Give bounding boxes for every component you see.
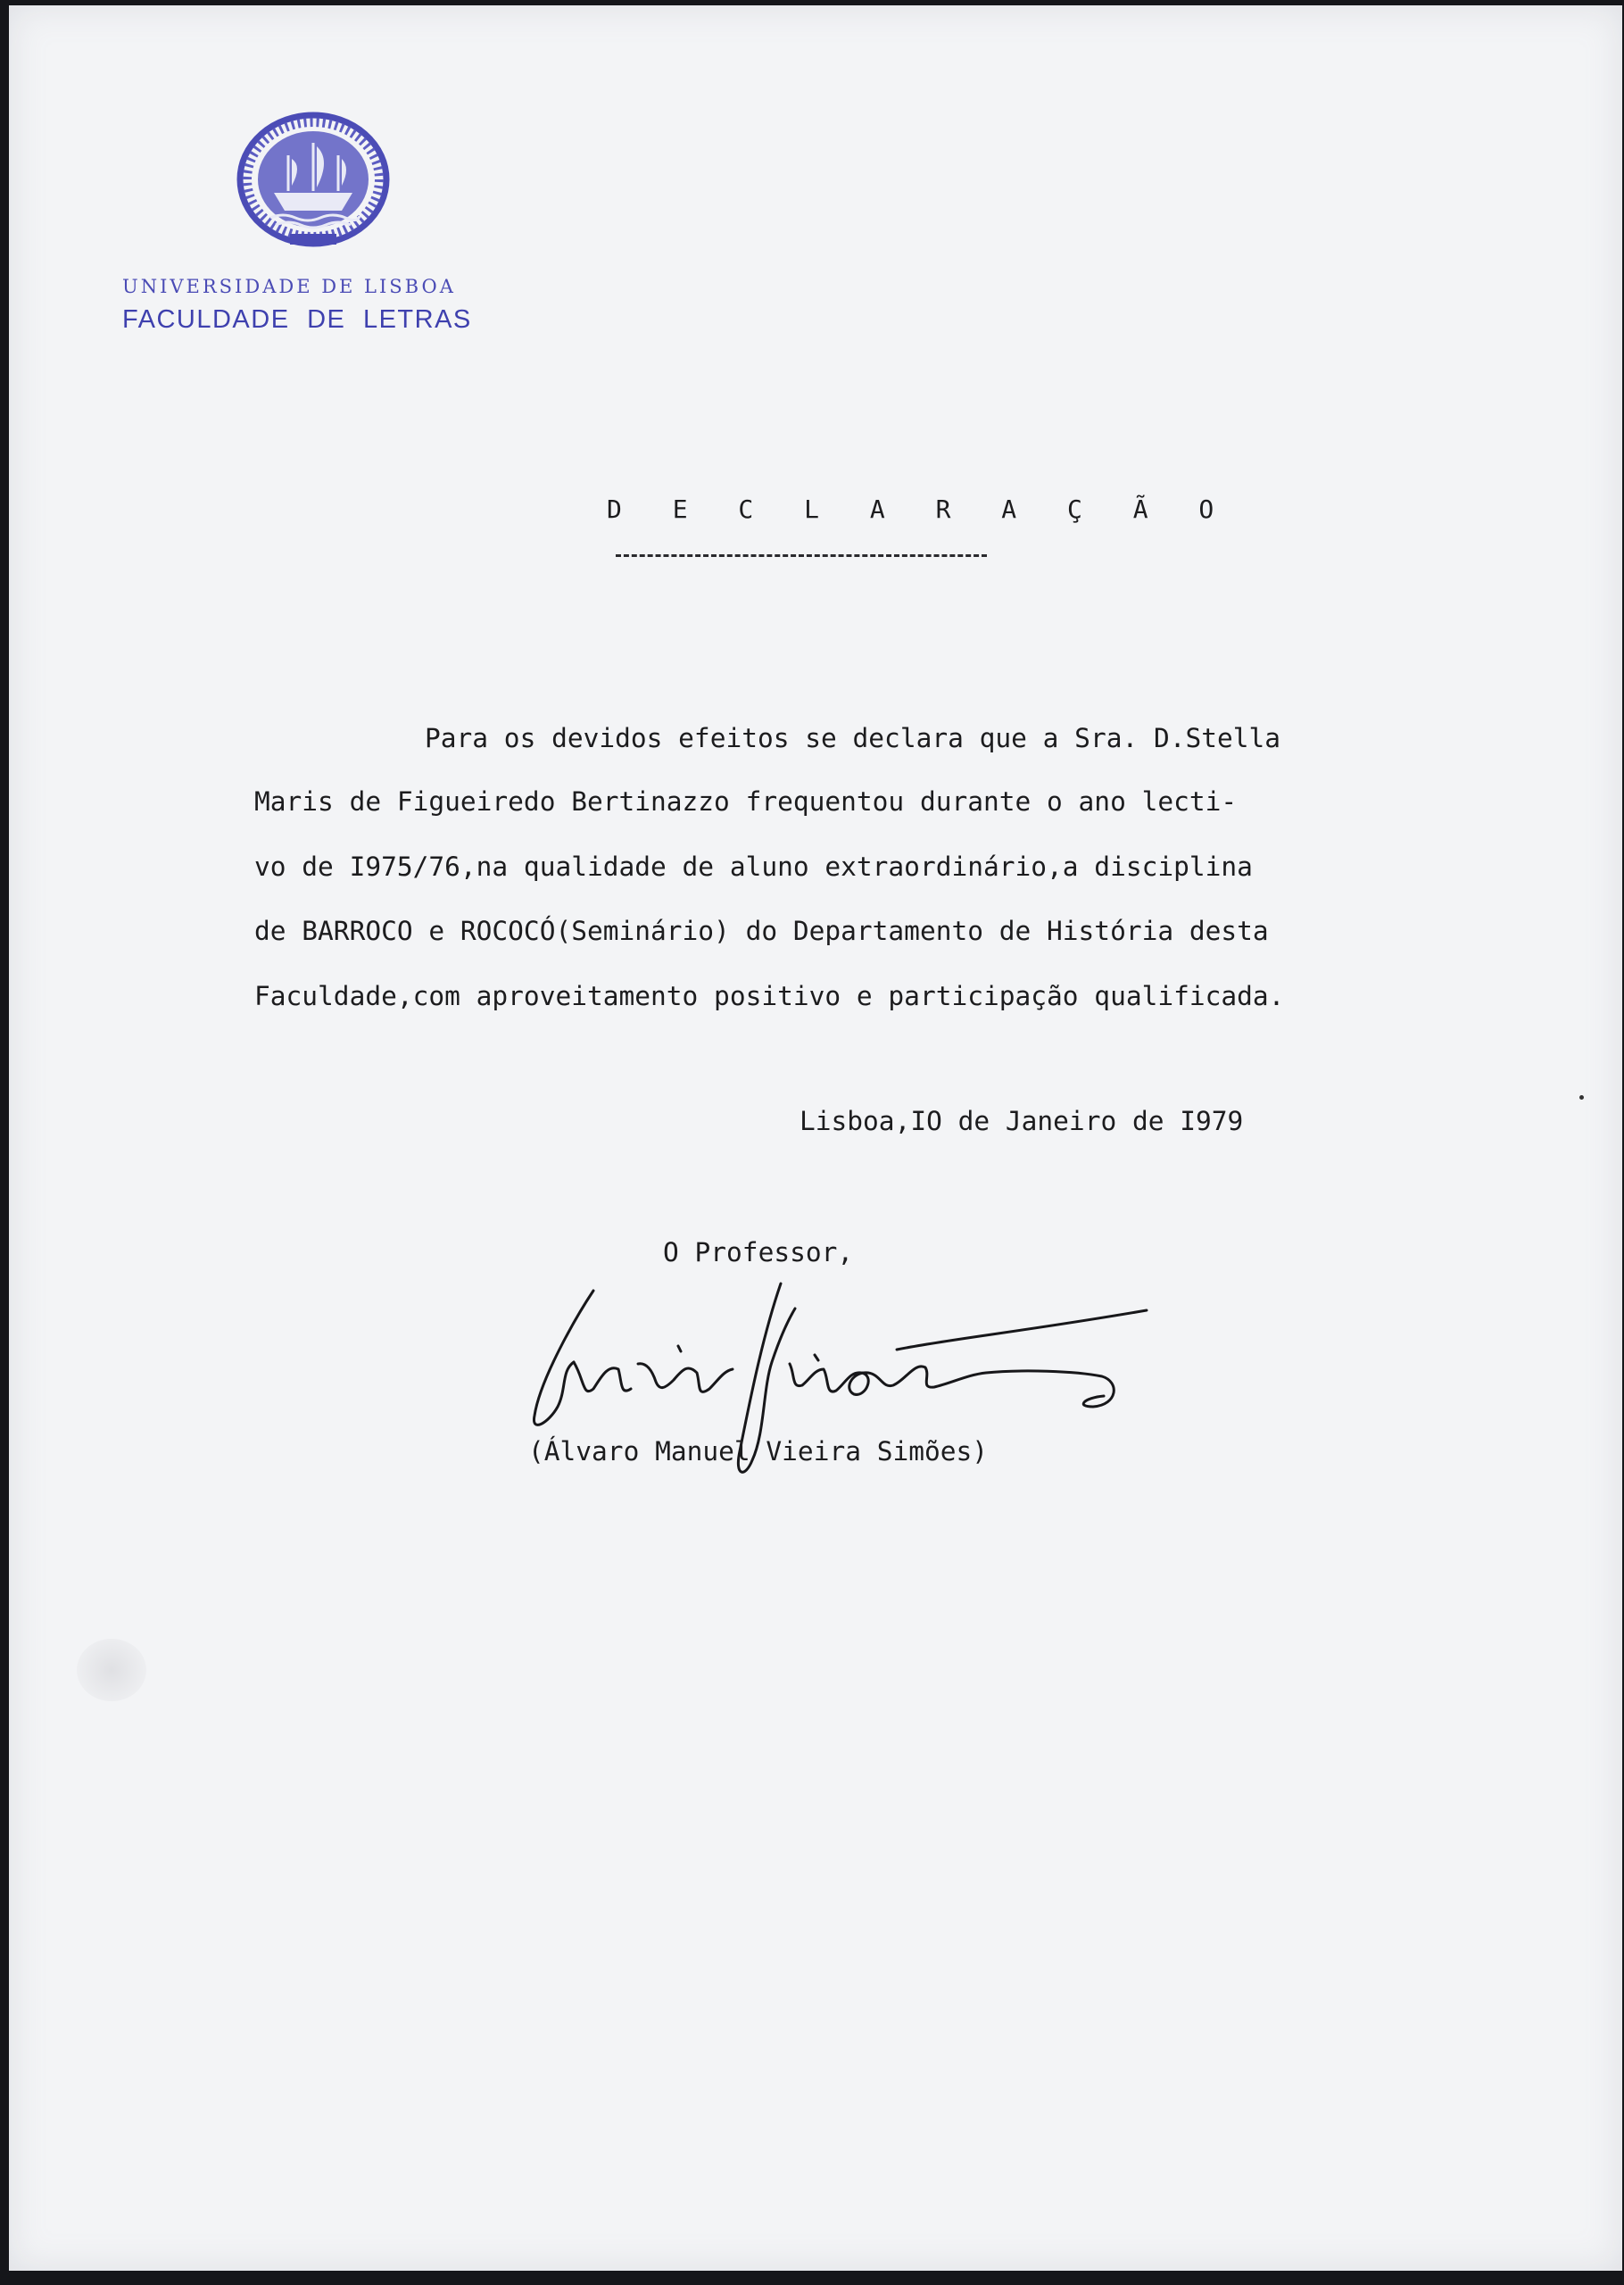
university-seal-icon — [235, 111, 392, 252]
body-line: Para os devidos efeitos se declara que a Sra. D.Stella — [425, 723, 1281, 753]
closing-title: O Professor, — [663, 1237, 854, 1267]
body-line: de BARROCO e ROCOCÓ(Seminário) do Departamento de História desta — [254, 916, 1269, 946]
place-date: Lisboa,IO de Janeiro de I979 — [800, 1106, 1244, 1136]
body-line: Maris de Figueiredo Bertinazzo frequentou durante o ano lecti- — [254, 786, 1238, 817]
faculty-name: FACULDADE DE LETRAS — [122, 305, 472, 334]
paper-stain — [77, 1639, 146, 1701]
body-line: vo de I975/76,na qualidade de aluno extraordinário,a disciplina — [254, 852, 1253, 882]
title-underline — [616, 554, 987, 557]
body-line: Faculdade,com aproveitamento positivo e participação qualificada. — [254, 981, 1285, 1011]
letterhead — [9, 5, 1622, 2271]
signer-name: (Álvaro Manuel Vieira Simões) — [528, 1436, 989, 1467]
paper-speck — [1579, 1095, 1584, 1100]
document-title: D E C L A R A Ç Ã O — [607, 494, 1232, 524]
university-name: UNIVERSIDADE DE LISBOA — [122, 276, 456, 297]
document-page — [9, 5, 1622, 2271]
